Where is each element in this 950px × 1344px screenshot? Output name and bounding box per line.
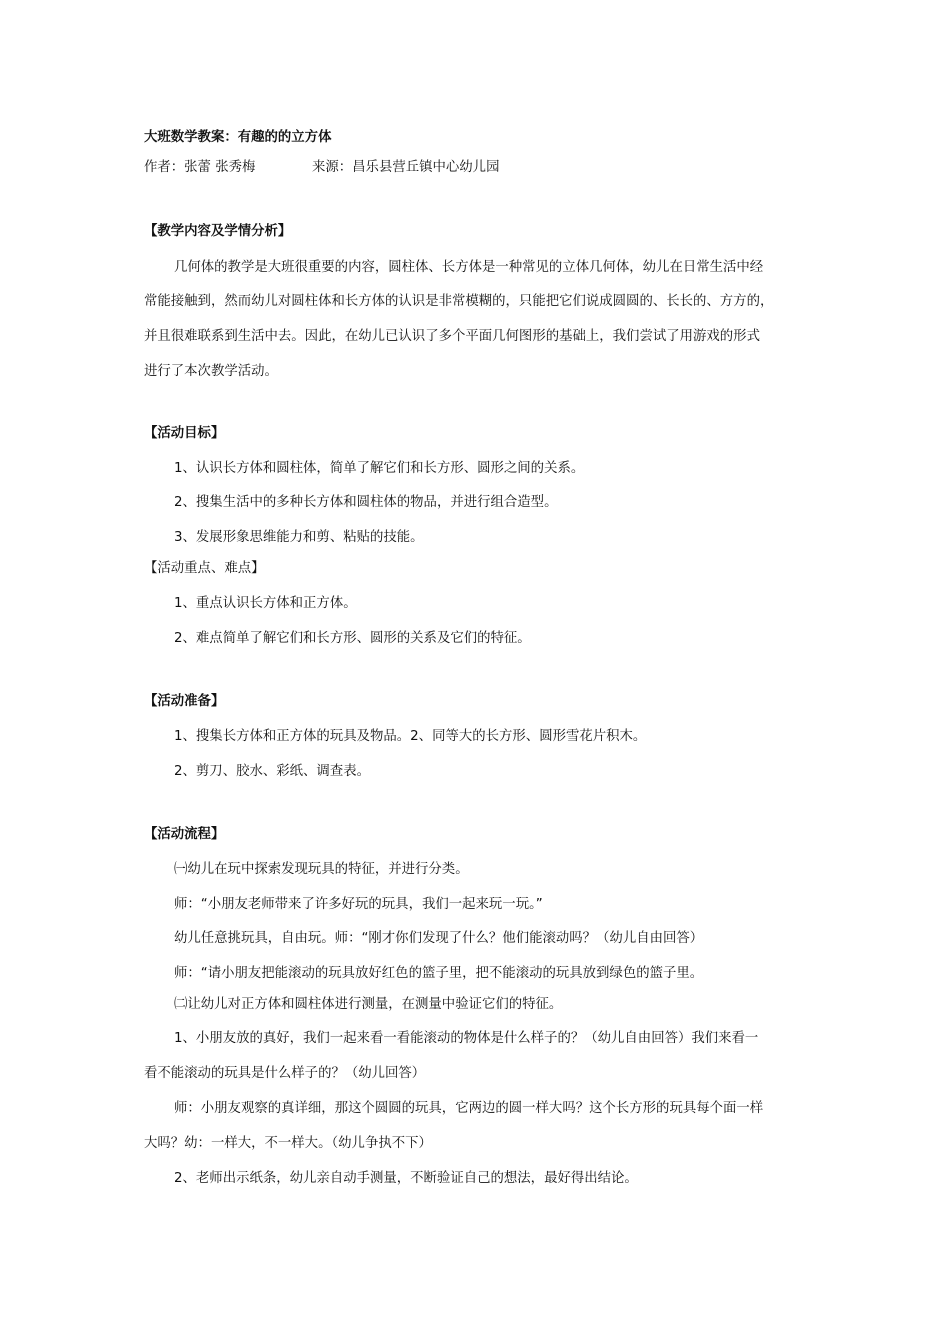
analysis-line: 并且很难联系到生活中去。因此，在幼儿已认识了多个平面几何图形的基础上，我们尝试了用游戏的形式	[144, 329, 760, 344]
source-line: 来源：昌乐县营丘镇中心幼儿园	[312, 160, 500, 175]
section-heading-key-points: 【活动重点、难点】	[144, 561, 265, 576]
process-line: 师：“小朋友老师带来了许多好玩的玩具，我们一起来玩一玩。”	[174, 897, 543, 912]
preparation-item: 1、搜集长方体和正方体的玩具及物品。2、同等大的长方形、圆形雪花片积木。	[174, 729, 647, 744]
process-line: ㈡让幼儿对正方体和圆柱体进行测量，在测量中验证它们的特征。	[174, 997, 563, 1012]
process-line: 师：“请小朋友把能滚动的玩具放好红色的篮子里，把不能滚动的玩具放到绿色的篮子里。	[174, 966, 704, 981]
analysis-line: 常能接触到，然而幼儿对圆柱体和长方体的认识是非常模糊的，只能把它们说成圆圆的、长长的、方方的，	[144, 294, 774, 309]
goal-item: 1、认识长方体和圆柱体，简单了解它们和长方形、圆形之间的关系。	[174, 461, 585, 476]
process-line: 大吗？幼：一样大，不一样大。（幼儿争执不下）	[144, 1136, 432, 1151]
process-line: ㈠幼儿在玩中探索发现玩具的特征，并进行分类。	[174, 862, 469, 877]
goal-item: 3、发展形象思维能力和剪、粘贴的技能。	[174, 530, 424, 545]
goal-item: 2、搜集生活中的多种长方体和圆柱体的物品，并进行组合造型。	[174, 495, 558, 510]
key-point-item: 1、重点认识长方体和正方体。	[174, 596, 357, 611]
process-line: 1、小朋友放的真好，我们一起来看一看能滚动的物体是什么样子的？（幼儿自由回答）我们来看一	[174, 1031, 759, 1046]
author-line: 作者：张蕾 张秀梅	[144, 160, 256, 175]
section-heading-analysis: 【教学内容及学情分析】	[144, 224, 292, 239]
process-line: 看不能滚动的玩具是什么样子的？（幼儿回答）	[144, 1066, 426, 1081]
section-heading-goals: 【活动目标】	[144, 426, 225, 441]
process-line: 幼儿任意挑玩具，自由玩。师：“刚才你们发现了什么？他们能滚动吗？（幼儿自由回答）	[174, 931, 704, 946]
analysis-line: 进行了本次教学活动。	[144, 364, 278, 379]
section-heading-preparation: 【活动准备】	[144, 694, 225, 709]
analysis-line: 几何体的教学是大班很重要的内容，圆柱体、长方体是一种常见的立体几何体，幼儿在日常生活中经	[174, 260, 764, 275]
preparation-item: 2、剪刀、胶水、彩纸、调查表。	[174, 764, 370, 779]
section-heading-process: 【活动流程】	[144, 827, 225, 842]
process-line: 2、老师出示纸条，幼儿亲自动手测量，不断验证自己的想法，最好得出结论。	[174, 1171, 638, 1186]
process-line: 师：小朋友观察的真详细，那这个圆圆的玩具，它两边的圆一样大吗？这个长方形的玩具每个面一样	[174, 1101, 764, 1116]
document-title: 大班数学教案：有趣的的立方体	[144, 130, 332, 145]
key-point-item: 2、难点简单了解它们和长方形、圆形的关系及它们的特征。	[174, 631, 531, 646]
